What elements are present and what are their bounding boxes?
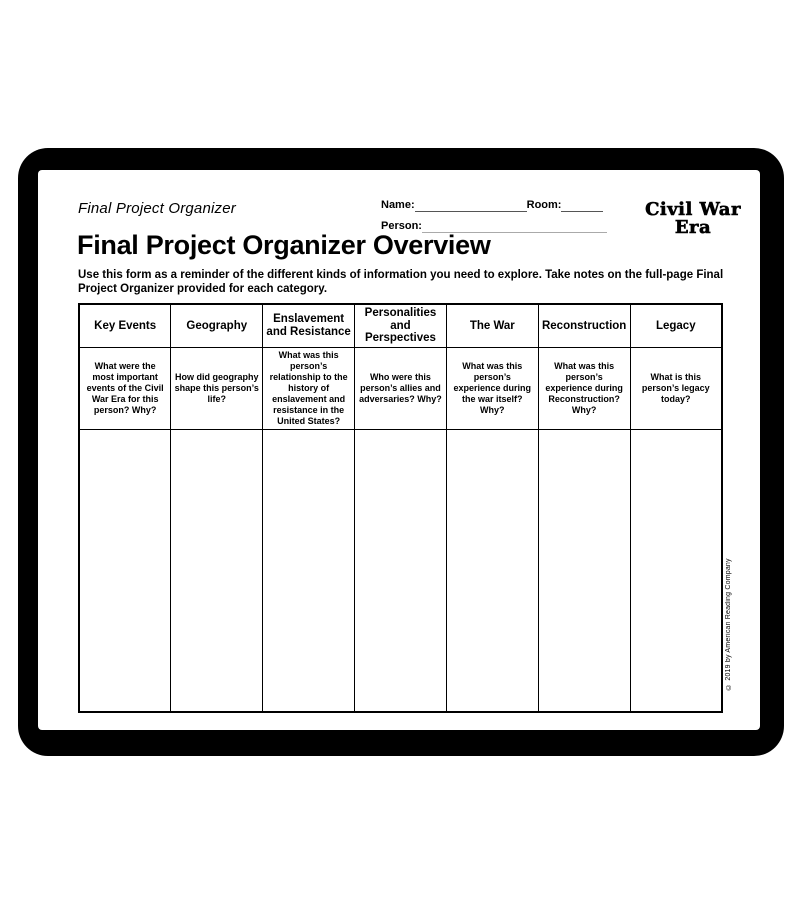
notes-cell-key-events (79, 429, 171, 712)
question-the-war: What was this person’s experience during the war itself? Why? (446, 347, 538, 429)
question-geography: How did geography shape this person’s life? (171, 347, 263, 429)
name-field (415, 200, 527, 212)
doc-series-label: Final Project Organizer (78, 200, 236, 217)
table-notes-row (79, 429, 722, 712)
column-header-legacy: Legacy (630, 304, 722, 347)
table-header-row (79, 304, 722, 347)
page-title: Final Project Organizer Overview (77, 230, 491, 260)
person-label: Person: (381, 220, 422, 232)
column-header-enslavement-and-resistance: Enslavement and Resistance (263, 304, 355, 347)
civil-war-era-logo (628, 201, 758, 237)
room-label: Room: (526, 199, 562, 211)
question-enslavement-and-resistance: What was this person’s relationship to the history of enslavement and resistance in the United States? (263, 347, 355, 429)
notes-cell-personalities-and-perspectives (355, 429, 447, 712)
logo-line1: Civil War (645, 199, 741, 220)
column-header-key-events: Key Events (79, 304, 171, 347)
instructions-text: Use this form as a reminder of the different kinds of information you need to explore. Take notes on the full-page Final Project Organizer provided for each category. (78, 269, 724, 295)
column-header-geography: Geography (171, 304, 263, 347)
name-room-row (381, 198, 607, 219)
notes-cell-reconstruction (538, 429, 630, 712)
logo-line2: Era (674, 217, 712, 238)
copyright-text: © 2019 by American Reading Company (725, 558, 732, 690)
column-header-reconstruction: Reconstruction (538, 304, 630, 347)
column-header-the-war: The War (446, 304, 538, 347)
worksheet-page (38, 170, 760, 730)
organizer-table (78, 303, 723, 713)
notes-cell-enslavement-and-resistance (263, 429, 355, 712)
worksheet-frame (18, 148, 784, 756)
column-header-personalities-and-perspectives: Personalities and Perspectives (355, 304, 447, 347)
notes-cell-the-war (446, 429, 538, 712)
notes-cell-legacy (630, 429, 722, 712)
question-personalities-and-perspectives: Who were this person’s allies and adversaries? Why? (355, 347, 447, 429)
question-legacy: What is this person’s legacy today? (630, 347, 722, 429)
table-question-row (79, 347, 722, 429)
notes-cell-geography (171, 429, 263, 712)
name-label: Name: (381, 199, 415, 211)
room-field (561, 200, 603, 212)
question-key-events: What were the most important events of the Civil War Era for this person? Why? (79, 347, 171, 429)
question-reconstruction: What was this person’s experience during Reconstruction? Why? (538, 347, 630, 429)
